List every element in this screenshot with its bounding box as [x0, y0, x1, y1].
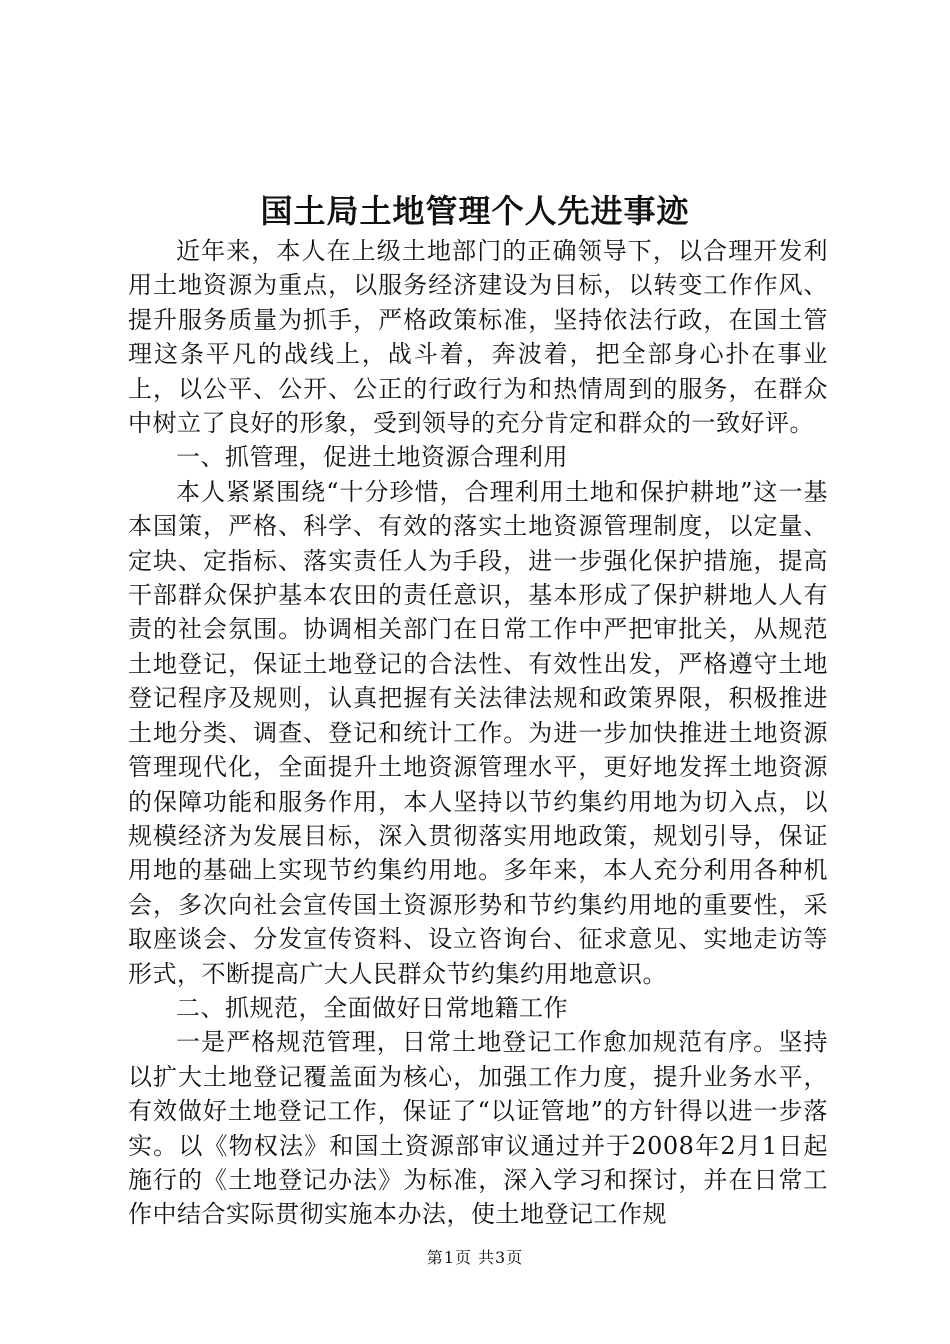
document-title: 国土局土地管理个人先进事迹 [260, 192, 690, 230]
section-heading-2: 二、抓规范，全面做好日常地籍工作 [176, 993, 568, 1022]
document-body [128, 234, 828, 1232]
page-footer: 第1页 共3页 [426, 1248, 524, 1267]
paragraph-intro: 近年来，本人在上级土地部门的正确领导下，以合理开发利用土地资源为重点，以服务经济建设为目标，以转变工作作风、提升服务质量为抓手，严格政策标准，坚持依法行政，在国土管理这条平凡的战线上，战斗着，奔波着，把全部身心扑在事业上，以公平、公开、公正的行政行为和热情周到的服务，在群众中树立了良好的形象，受到领导的充分肯定和群众的一致好评。 [128, 237, 828, 438]
paragraph-section-2: 一是严格规范管理，日常土地登记工作愈加规范有序。坚持以扩大土地登记覆盖面为核心，加强工作力度，提升业务水平，有效做好土地登记工作，保证了“以证管地”的方针得以进一步落实。以《物权法》和国土资源部审议通过并于2008年2月1日起施行的《土地登记办法》为标准，深入学习和探讨，并在日常工作中结合实际贯彻实施本办法，使土地登记工作规 [128, 1028, 828, 1229]
paragraph-section-1: 本人紧紧围绕“十分珍惜，合理利用土地和保护耕地”这一基本国策，严格、科学、有效的落实土地资源管理制度，以定量、定块、定指标、落实责任人为手段，进一步强化保护措施，提高干部群众保护基本农田的责任意识，基本形成了保护耕地人人有责的社会氛围。协调相关部门在日常工作中严把审批关，从规范土地登记，保证土地登记的合法性、有效性出发，严格遵守土地登记程序及规则，认真把握有关法律法规和政策界限，积极推进土地分类、调查、登记和统计工作。为进一步加快推进土地资源管理现代化，全面提升土地资源管理水平，更好地发挥土地资源的保障功能和服务作用，本人坚持以节约集约用地为切入点，以规模经济为发展目标，深入贯彻落实用地政策，规划引导，保证用地的基础上实现节约集约用地。多年来，本人充分利用各种机会，多次向社会宣传国土资源形势和节约集约用地的重要性，采取座谈会、分发宣传资料、设立咨询台、征求意见、实地走访等形式，不断提高广大人民群众节约集约用地意识。 [128, 477, 828, 988]
section-heading-1: 一、抓管理，促进土地资源合理利用 [176, 443, 568, 472]
